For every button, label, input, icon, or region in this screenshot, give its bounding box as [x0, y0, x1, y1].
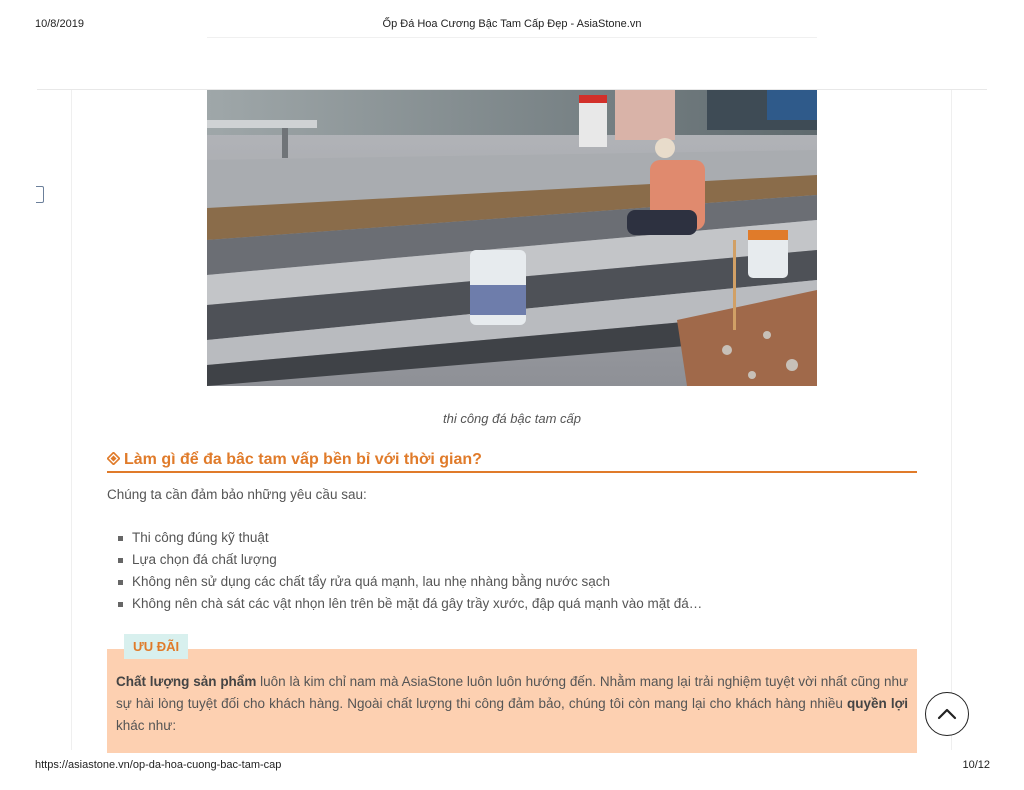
- list-item: Lựa chọn đá chất lượng: [118, 551, 702, 573]
- print-title: Ốp Đá Hoa Cương Bậc Tam Cấp Đẹp - AsiaStone.vn: [382, 18, 642, 30]
- section-heading: Làm gì để đa bâc tam vấp bền bỉ với thời gian?: [124, 451, 482, 468]
- offer-text: [116, 671, 908, 737]
- list-item: Không nên chà sát các vật nhọn lên trên bề mặt đá gây trầy xước, đập quá mạnh vào mặt đá…: [118, 595, 702, 617]
- print-page-number: 10/12: [962, 759, 990, 771]
- header-divider-inner: [207, 37, 817, 38]
- list-item: Thi công đúng kỹ thuật: [118, 529, 702, 551]
- content-border-left: [71, 90, 72, 750]
- intro-text: Chúng ta cần đảm bảo những yêu cầu sau:: [107, 487, 367, 502]
- image-caption: thi công đá bậc tam cấp: [442, 411, 582, 426]
- bullet-icon: [118, 558, 123, 563]
- chevron-up-icon: [937, 705, 957, 723]
- scroll-to-top-button[interactable]: [925, 692, 969, 736]
- offer-text-part-1: luôn là kim chỉ nam mà AsiaStone luôn luôn hướng đến. Nhằm mang lại trải nghiệm tuyệt vời nhất cũng như sự hài lòng tuyệt đối cho khách hàng. Ngoài chất lượng thi công đảm bảo, chúng tôi còn mang lại cho khách hàng nhiều: [116, 674, 908, 711]
- section-heading-row: [107, 451, 917, 473]
- bullet-icon: [118, 536, 123, 541]
- requirements-list: [118, 529, 702, 617]
- bullet-icon: [118, 602, 123, 607]
- content-border-right: [951, 90, 952, 750]
- bullet-icon: [118, 580, 123, 585]
- diamond-icon: [107, 452, 120, 465]
- article-photo: [207, 90, 817, 386]
- print-date: 10/8/2019: [35, 18, 84, 30]
- offer-bold-quality: Chất lượng sản phẩm: [116, 674, 257, 689]
- side-toggle-widget[interactable]: [36, 186, 44, 203]
- offer-text-part-2: khác như:: [116, 718, 177, 733]
- offer-tag: ƯU ĐÃI: [124, 634, 188, 659]
- offer-bold-benefits: quyền lợi: [847, 696, 909, 711]
- print-url: https://asiastone.vn/op-da-hoa-cuong-bac-tam-cap: [35, 759, 282, 771]
- list-item: Không nên sử dụng các chất tẩy rửa quá mạnh, lau nhẹ nhàng bằng nước sạch: [118, 573, 702, 595]
